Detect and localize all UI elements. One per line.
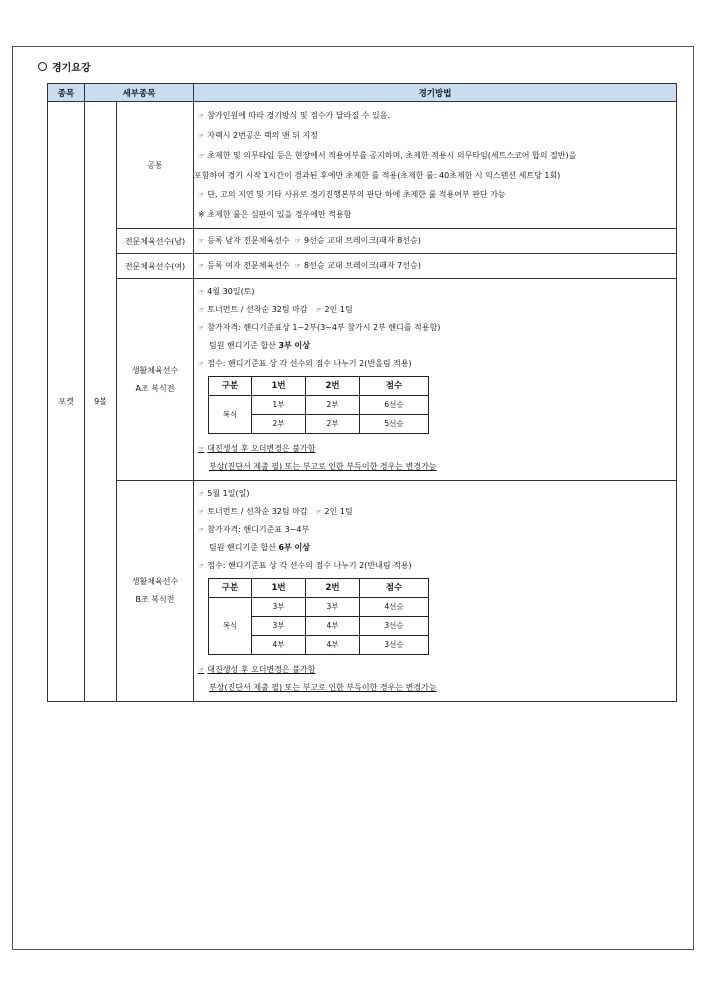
sub-cell: 4부 bbox=[306, 617, 360, 636]
sub-header: 1번 bbox=[252, 377, 306, 396]
sub-cell: 6선승 bbox=[360, 396, 429, 415]
amateur-a-score-table bbox=[208, 376, 429, 434]
amateur-a-date: 4월 30일(토) bbox=[207, 287, 255, 296]
pointing-hand-icon: ☞ bbox=[198, 132, 205, 140]
pointing-hand-icon: ☞ bbox=[198, 490, 205, 498]
pointing-hand-icon: ☞ bbox=[198, 288, 205, 296]
cell-common-label: 공통 bbox=[117, 102, 194, 229]
amateur-a-note-2: 부상(진단서 제출 필) 또는 부고로 인한 부득이한 경우는 변경가능 bbox=[209, 462, 437, 471]
common-line: 포함하여 경기 시작 1시간이 경과된 후에만 초제한 를 적용(초제한 룰: 40초제한 시 익스텐션 세트당 1회) bbox=[194, 171, 561, 180]
sub-cell: 3선승 bbox=[360, 636, 429, 655]
sub-cell: 4선승 bbox=[360, 598, 429, 617]
amateur-a-label-1: 생활체육선수 bbox=[131, 365, 179, 375]
common-line: 초제한 및 의무타임 등은 현장에서 적용여부를 공지하며, 초제한 적용시 의무타임(세트스코어 합의 절반)을 bbox=[207, 151, 577, 160]
cell-pro-male-desc bbox=[194, 229, 677, 254]
sub-header: 구분 bbox=[209, 377, 252, 396]
sub-header: 점수 bbox=[360, 377, 429, 396]
amateur-b-date: 5월 1일(일) bbox=[207, 489, 250, 498]
amateur-b-tournament: 토너먼트 / 선착순 32팀 마감 bbox=[207, 507, 308, 516]
amateur-b-sum-prefix: 팀원 핸디기준 합산 bbox=[209, 543, 279, 552]
cell-pro-male-label: 전문체육선수(남) bbox=[117, 229, 194, 254]
cell-amateur-b-label bbox=[117, 481, 194, 702]
common-line: ※ 초제한 룰은 심판이 있을 경우에만 적용함 bbox=[198, 210, 352, 219]
pointing-hand-icon: ☞ bbox=[198, 237, 205, 245]
amateur-b-qualification: 참가자격: 핸디기준표 3~4부 bbox=[207, 525, 310, 534]
amateur-b-team: 2인 1팀 bbox=[324, 507, 353, 516]
sub-cell: 4부 bbox=[252, 636, 306, 655]
common-line: 자랙시 2번공은 랙의 맨 뒤 지정 bbox=[207, 131, 318, 140]
cell-pro-female-label: 전문체육선수(여) bbox=[117, 254, 194, 279]
pointing-hand-icon: ☞ bbox=[198, 324, 205, 332]
pro-male-eligibility: 등록 남자 전문체육선수 bbox=[207, 236, 290, 245]
pointing-hand-icon: ☞ bbox=[198, 526, 205, 534]
pro-male-format: 9선승 교대 브레이크(패자 8선승) bbox=[304, 236, 421, 245]
cell-sport: 포켓 bbox=[48, 102, 85, 702]
sub-kind: 복식 bbox=[209, 396, 252, 434]
header-sport: 종목 bbox=[48, 84, 85, 102]
pointing-hand-icon: ☞ bbox=[294, 237, 302, 245]
sub-cell: 4부 bbox=[306, 636, 360, 655]
amateur-a-label-2: A조 복식전 bbox=[135, 383, 175, 393]
table-header-row bbox=[48, 84, 677, 102]
section-heading bbox=[38, 59, 91, 74]
sub-header: 점수 bbox=[360, 579, 429, 598]
header-method: 경기방법 bbox=[194, 84, 677, 102]
cell-amateur-a-desc bbox=[194, 279, 677, 481]
pointing-hand-icon: ☞ bbox=[198, 152, 205, 160]
pointing-hand-icon: ☞ bbox=[198, 262, 205, 270]
pointing-hand-icon: ☞ bbox=[198, 666, 205, 674]
pro-female-format: 8선승 교대 브레이크(패자 7선승) bbox=[304, 261, 421, 270]
pointing-hand-icon: ☞ bbox=[315, 306, 322, 314]
cell-amateur-a-label bbox=[117, 279, 194, 481]
amateur-a-tournament: 토너먼트 / 선착순 32팀 마감 bbox=[207, 305, 308, 314]
amateur-b-sum-value: 6부 이상 bbox=[278, 543, 311, 552]
cell-subsport: 9볼 bbox=[85, 102, 117, 702]
sub-cell: 3부 bbox=[306, 598, 360, 617]
table-row-amateur-a bbox=[48, 279, 677, 481]
pointing-hand-icon: ☞ bbox=[198, 360, 205, 368]
pointing-hand-icon: ☞ bbox=[294, 262, 302, 270]
amateur-a-team: 2인 1팀 bbox=[324, 305, 353, 314]
amateur-b-note-2: 부상(진단서 제출 필) 또는 부고로 인한 부득이한 경우는 변경가능 bbox=[209, 683, 437, 692]
circle-bullet-icon bbox=[38, 62, 47, 71]
sub-cell: 2부 bbox=[252, 415, 306, 434]
sub-cell: 2부 bbox=[306, 396, 360, 415]
table-row-amateur-b bbox=[48, 481, 677, 702]
cell-amateur-b-desc bbox=[194, 481, 677, 702]
header-subsport: 세부종목 bbox=[85, 84, 194, 102]
sub-header: 2번 bbox=[306, 377, 360, 396]
common-line: 참가인원에 따라 경기방식 및 점수가 달라질 수 있음. bbox=[207, 111, 390, 120]
pointing-hand-icon: ☞ bbox=[198, 508, 205, 516]
sub-cell: 5선승 bbox=[360, 415, 429, 434]
sub-kind: 복식 bbox=[209, 598, 252, 655]
sub-header: 2번 bbox=[306, 579, 360, 598]
competition-table bbox=[47, 83, 677, 702]
cell-pro-female-desc bbox=[194, 254, 677, 279]
pointing-hand-icon: ☞ bbox=[198, 562, 205, 570]
amateur-a-sum-value: 3부 이상 bbox=[278, 341, 311, 350]
section-heading-text: 경기요강 bbox=[52, 63, 91, 74]
sub-cell: 3선승 bbox=[360, 617, 429, 636]
table-row-pro-male bbox=[48, 229, 677, 254]
sub-cell: 3부 bbox=[252, 598, 306, 617]
table-row-common bbox=[48, 102, 677, 229]
sub-header: 구분 bbox=[209, 579, 252, 598]
amateur-a-sum-prefix: 팀원 핸디기준 합산 bbox=[209, 341, 279, 350]
pointing-hand-icon: ☞ bbox=[198, 306, 205, 314]
amateur-b-note-1: 대진생성 후 오더변경은 불가함 bbox=[207, 665, 316, 674]
amateur-b-score-table bbox=[208, 578, 429, 655]
amateur-b-score-rule: 점수: 핸디기준표 상 각 선수의 점수 나누기 2(반내림 적용) bbox=[207, 561, 412, 570]
sub-cell: 2부 bbox=[306, 415, 360, 434]
amateur-a-note-1: 대진생성 후 오더변경은 불가함 bbox=[207, 444, 316, 453]
sub-cell: 1부 bbox=[252, 396, 306, 415]
pointing-hand-icon: ☞ bbox=[198, 112, 205, 120]
common-line: 단, 고의 지연 및 기타 사유로 경기진행본부의 판단 하에 초제한 룰 적용여부 판단 가능 bbox=[207, 190, 506, 199]
amateur-a-qualification: 참가자격: 핸디기준표상 1~2부(3~4부 참가시 2부 핸디를 적용함) bbox=[207, 323, 441, 332]
pointing-hand-icon: ☞ bbox=[315, 508, 322, 516]
amateur-b-label-2: B조 복식전 bbox=[135, 595, 175, 604]
pointing-hand-icon: ☞ bbox=[198, 191, 205, 199]
pro-female-eligibility: 등록 여자 전문체육선수 bbox=[207, 261, 290, 270]
sub-cell: 3부 bbox=[252, 617, 306, 636]
amateur-a-score-rule: 점수: 핸디기준표 상 각 선수의 점수 나누기 2(반올림 적용) bbox=[207, 359, 412, 368]
sub-header: 1번 bbox=[252, 579, 306, 598]
amateur-b-label-1: 생활체육선수 bbox=[131, 577, 179, 586]
table-row-pro-female bbox=[48, 254, 677, 279]
cell-common-desc bbox=[194, 102, 677, 229]
pointing-hand-icon: ☞ bbox=[198, 445, 205, 453]
